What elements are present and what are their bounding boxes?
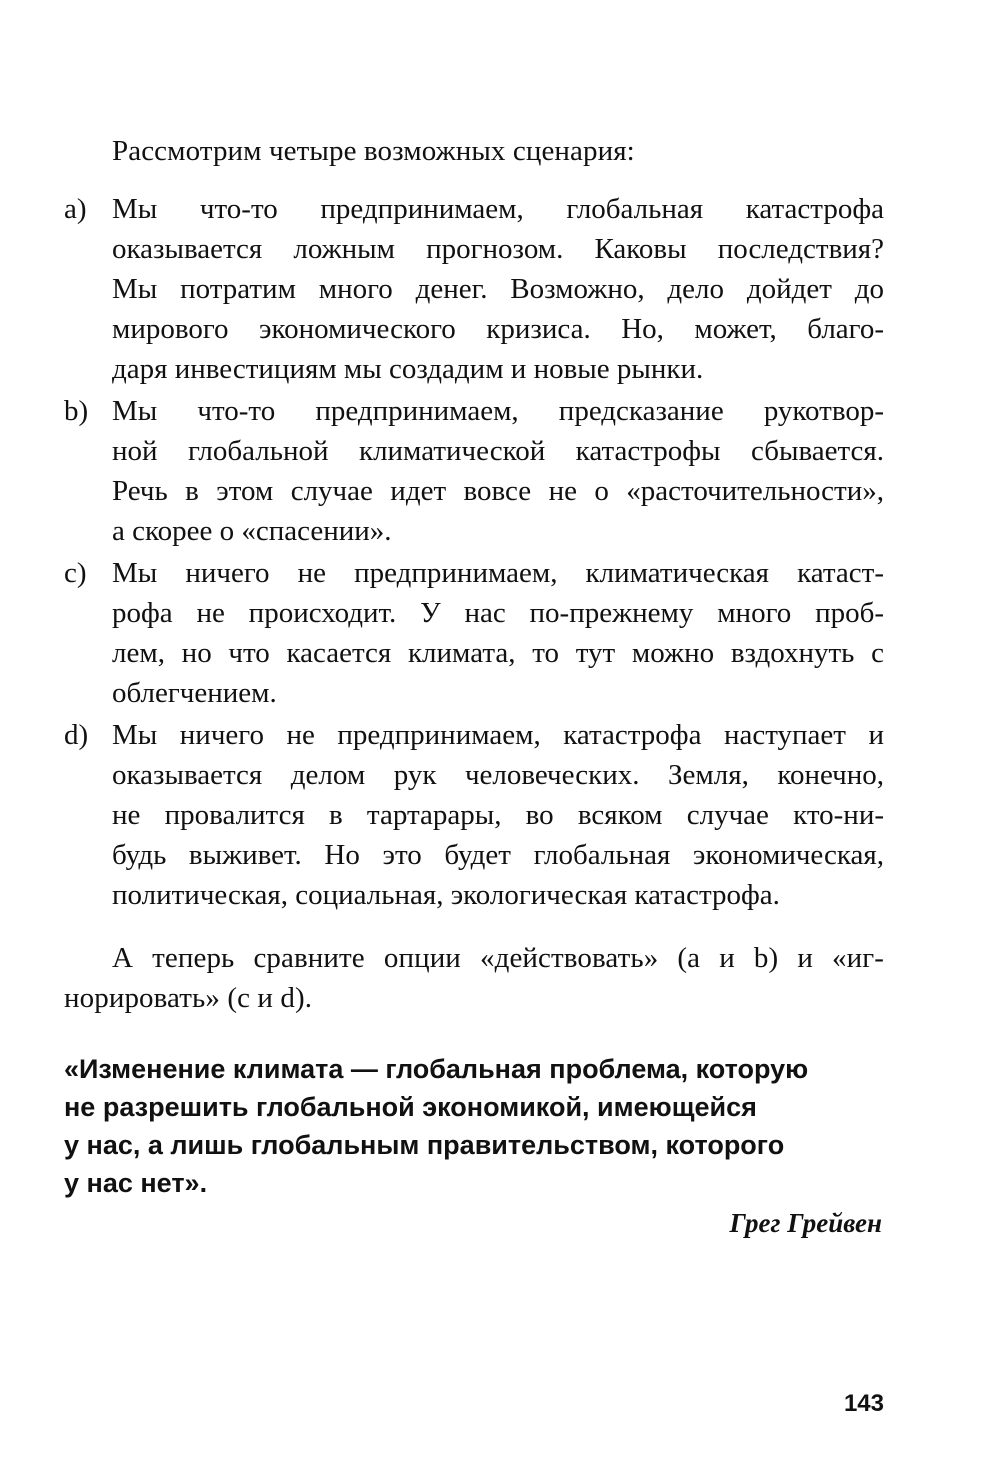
text-line: рофа не происходит. У нас по-прежнему много проб-: [112, 597, 884, 629]
text-line: лем, но что касается климата, то тут можно вздохнуть с: [112, 637, 884, 669]
epigraph-quote: [64, 1050, 884, 1202]
quote-line: у нас нет».: [64, 1168, 208, 1198]
text-line: будь выживет. Но это будет глобальная экономическая,: [112, 839, 884, 871]
list-marker: d): [64, 719, 89, 751]
text-line: не провалится в тартарары, во всяком случае кто-ни-: [112, 799, 884, 831]
quote-line: не разрешить глобальной экономикой, имеющейся: [64, 1092, 757, 1122]
list-item-text: [112, 391, 884, 551]
list-marker: b): [64, 395, 89, 427]
text-line: Мы что-то предпринимаем, глобальная катастрофа: [112, 193, 884, 225]
text-line: мирового экономического кризиса. Но, может, благо-: [112, 313, 884, 345]
quote-author: Грег Грейвен: [729, 1208, 882, 1238]
list-item-text: [112, 553, 884, 713]
text-line: даря инвестициям мы создадим и новые рынки.: [112, 353, 704, 385]
text-line: Мы ничего не предпринимаем, климатическая катаст-: [112, 557, 884, 589]
page-number: 143: [843, 1390, 884, 1417]
text-line: Мы потратим много денег. Возможно, дело дойдет до: [112, 273, 884, 305]
intro-text: Рассмотрим четыре возможных сценария:: [112, 135, 635, 167]
text-line: политическая, социальная, экологическая катастрофа.: [112, 879, 780, 911]
list-marker: a): [64, 193, 87, 225]
list-item-text: [112, 189, 884, 389]
text-line: а скорее о «спасении».: [112, 515, 392, 547]
text-line: Мы ничего не предпринимаем, катастрофа наступает и: [112, 719, 884, 751]
compare-text-line-1: А теперь сравните опции «действовать» (a и b) и «иг-: [112, 942, 884, 974]
list-marker: c): [64, 557, 87, 589]
compare-text-line-2: норировать» (c и d).: [64, 982, 313, 1014]
text-line: облегчением.: [112, 677, 277, 709]
text-line: оказывается ложным прогнозом. Каковы последствия?: [112, 233, 884, 265]
text-line: оказывается делом рук человеческих. Земля, конечно,: [112, 759, 884, 791]
text-line: Мы что-то предпринимаем, предсказание рукотвор-: [112, 395, 884, 427]
text-line: ной глобальной климатической катастрофы сбывается.: [112, 435, 884, 467]
list-item-text: [112, 715, 884, 915]
quote-line: у нас, а лишь глобальным правительством, которого: [64, 1130, 785, 1160]
text-line: Речь в этом случае идет вовсе не о «расточительности»,: [112, 475, 884, 507]
quote-line: «Изменение климата — глобальная проблема, которую: [64, 1054, 809, 1084]
